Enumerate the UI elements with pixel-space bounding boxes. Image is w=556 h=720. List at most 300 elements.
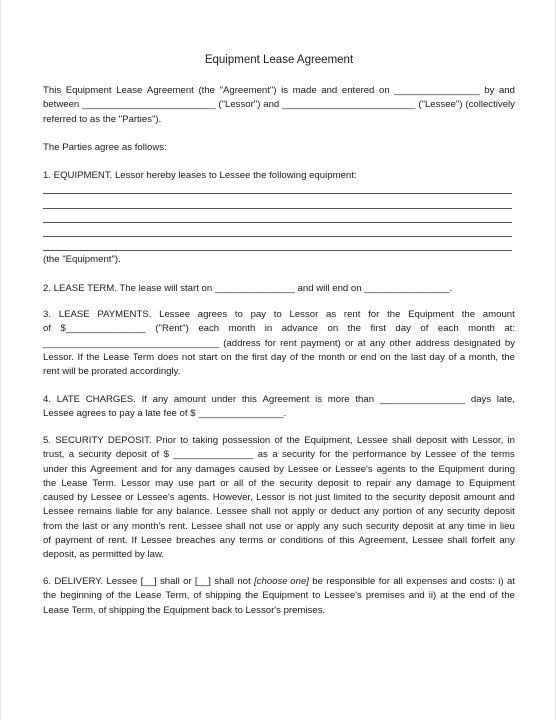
word: shall [160,576,180,587]
word: Prior [155,435,177,446]
word: referred to as the "Parties"). [43,113,162,125]
word: by [410,449,422,461]
intro-line [43,113,515,127]
word: Lessee [90,492,122,504]
word: $_______________ [60,323,146,335]
word: agrees [197,309,228,320]
word: ("Rent") [155,323,189,335]
word: taking [192,435,219,446]
word: any [176,463,192,475]
word: rent. [108,535,128,547]
word: than [355,394,375,405]
word: amount [173,394,206,405]
word: portion [382,506,413,518]
word: from [43,520,63,532]
word: by [504,337,515,349]
deposit-line [43,434,515,448]
deposit-line [43,534,515,548]
word: (the [198,85,215,96]
word: or [100,520,110,532]
equipment-blank-line[interactable] [43,250,512,251]
word: Equipment [65,85,112,96]
payments-line [43,365,515,379]
word: rent. [168,520,188,532]
word: use [265,520,282,532]
word: not [249,520,263,532]
word: Term [132,351,155,363]
word: and [408,590,425,602]
word: CHARGES. [85,394,136,405]
word: by [77,492,88,504]
word: security [365,520,399,532]
word: deposit [415,435,447,446]
word: on [220,351,232,363]
word: for [264,337,276,349]
word: deposit [317,477,349,489]
word: LEASE [58,309,90,320]
equipment-blank-line[interactable] [43,236,512,237]
word: security [281,449,315,461]
word: of [415,506,424,518]
word: of [289,351,298,363]
word: use [178,477,194,489]
word: performance [352,449,407,461]
word: on [379,351,391,363]
equipment-blank-line[interactable] [43,193,512,194]
word: at [440,590,449,602]
word: any [152,394,169,405]
word: of [96,535,105,547]
word: Lessee's [136,492,175,504]
word: costs: [469,576,495,587]
word: to [456,477,465,489]
word: shall [251,506,271,518]
word: 5. [43,435,52,446]
word: DEPOSIT. [107,435,152,446]
word: _________________________ [282,99,416,111]
word: the [65,520,80,532]
word: is [315,394,323,405]
word: the [394,351,408,363]
word: not [181,351,196,363]
word: [__] [140,576,157,587]
word: any [363,506,379,518]
word: under [211,394,237,405]
word: at: [504,323,515,335]
word: month, [468,351,499,363]
word: damages [195,463,236,475]
word: any [156,506,173,518]
word: and [263,99,280,111]
word: a [459,351,466,363]
word: address [415,337,450,349]
word: security [279,477,313,489]
word: and [141,463,158,475]
word: the [452,590,466,602]
intro-line [43,98,515,112]
word: of [43,535,52,547]
word: part [198,477,216,489]
word: month's [131,520,166,532]
delivery-line [43,604,515,618]
word: day [429,351,445,363]
word: This [43,85,62,96]
word: the [347,323,361,335]
word: month [228,323,256,335]
word: any [112,520,129,532]
agree-statement: The Parties agree as follows: [43,142,167,153]
word: deposit [115,449,147,461]
intro-paragraph [43,84,515,127]
word: Equipment [438,463,485,475]
delivery-line [43,589,515,603]
word: apply [296,520,320,532]
word: forfeit [471,535,496,547]
word: Agreement [262,394,310,405]
word: 4. [43,394,52,405]
word: Lessee [425,449,457,461]
word: If [131,535,137,547]
word: shall [447,535,468,547]
section-2-lease-term: 2. LEASE TERM. The lease will start on _______________ and will end on ________________. [43,283,453,294]
word: rent [280,337,297,349]
word: ("Lessee") [418,99,463,111]
deposit-line [43,520,515,534]
word: the [473,449,487,461]
word: in [507,435,515,446]
word: more [327,394,350,405]
word: amount [482,309,515,320]
word: end [469,590,486,602]
word: Agreement, [358,535,409,547]
word: time [467,520,486,532]
equipment-closing: (the "Equipment"). [43,254,121,265]
word: apply [291,506,315,518]
deposit-line [43,491,515,505]
word: last [82,520,98,532]
word: and [498,492,515,504]
word: DELIVERY. [54,576,104,587]
section-5-security-deposit [43,434,515,563]
word: Lessee [106,576,138,587]
word: for [368,309,380,320]
word: _______________ [173,449,254,461]
word: PAYMENTS. [97,309,152,320]
word: any [369,337,386,349]
word: other [389,337,412,349]
word: Lessor, [472,435,504,446]
word: a [68,449,75,461]
word: first [251,351,268,363]
word: with [451,435,469,446]
word: Lease [116,85,143,96]
word: the [334,449,349,461]
word: the [43,477,57,489]
word: [__] [194,576,211,587]
word: any [395,477,412,489]
word: not [274,506,288,518]
word: to [409,463,418,475]
word: of [151,449,160,461]
payments-line [43,308,515,322]
word: end [360,351,377,363]
payments-line [43,337,515,351]
word: of [248,477,257,489]
word: in [264,323,273,335]
word: advance [281,323,318,335]
word: day [270,351,287,363]
word: of [420,323,429,335]
word: days [470,394,492,405]
document-title: Equipment Lease Agreement [204,54,354,66]
word: or [344,337,354,349]
word: (address [223,337,261,349]
word: of [327,535,336,547]
word: under [43,463,68,475]
word: If [141,394,147,405]
word: Lessee [191,520,223,532]
word: of [460,449,469,461]
delivery-line [43,575,515,589]
word: of [43,323,52,335]
deposit-line [43,448,515,462]
word: to [273,309,282,320]
word: start [198,351,218,363]
word: shall [225,520,246,532]
word: month [318,351,345,363]
word: as [326,309,337,320]
word: late, [496,394,515,405]
word: each [437,323,459,335]
equipment-blank-line[interactable] [43,222,512,223]
word: designated [453,337,501,349]
word: day [395,323,411,335]
word: amount [463,492,496,504]
word: "Agreement") [219,85,277,96]
word: Lease [103,351,130,363]
word: between [43,99,80,111]
word: or [183,576,192,587]
payments-line [43,322,515,336]
word: breaches [176,535,216,547]
word: Lessor [289,309,319,320]
word: trust, [43,449,65,461]
word: Agreement [90,463,138,475]
word: any [499,535,515,547]
word: Agreement [146,85,194,96]
word: deposit [483,506,515,518]
section-3-lease-payments [43,308,515,379]
word: and [321,85,338,96]
word: last [410,351,426,363]
word: the [301,351,315,363]
word: of [489,590,498,602]
word: limited [333,492,362,504]
word: remains [77,506,112,518]
word: 6. [43,576,52,587]
word: terms [239,535,264,547]
word: to [364,492,373,504]
word: LATE [56,394,81,405]
word: premises [365,590,405,602]
word: Term. [92,477,117,489]
word: the [501,590,515,602]
word: is [288,492,296,504]
word: Lessee [356,435,388,446]
word: Equipment, [304,435,353,446]
word: does [157,351,179,363]
word: for [161,463,173,475]
word: terms [490,449,515,461]
word: ________________ [394,85,480,96]
word: as [257,449,268,461]
word: the [117,590,132,602]
word: Lessee's [335,463,373,475]
word: or [220,477,229,489]
word: shall [392,435,412,446]
section-1-equipment: 1. EQUIPMENT. Lessor hereby leases to Lessee the following equipment: [43,170,357,181]
word: not [298,492,312,504]
section-4-late-charges [43,393,515,422]
word: $ [163,449,169,461]
word: security [392,492,426,504]
word: of [193,590,202,602]
word: agents. [177,492,210,504]
word: by [273,463,284,475]
word: all [233,477,244,489]
word: rent [343,309,361,320]
section-6-delivery [43,575,515,618]
word: security [78,449,112,461]
word: to [312,590,321,602]
word: ________________ [379,394,466,405]
word: Equipment [469,477,515,489]
word: lieu [499,520,515,532]
word: this [241,394,257,405]
word: Lessee's [324,590,362,602]
intro-line [43,84,515,98]
word: expenses [406,576,448,587]
word: pay [250,309,267,320]
word: on [327,323,339,335]
word: on [379,85,390,96]
word: the [245,590,259,602]
word: may [155,477,174,489]
word: deposit, as permitted by law. [43,549,165,561]
word: any [323,520,339,532]
word: this [71,463,87,475]
deposit-line [43,463,515,477]
word: or [284,520,294,532]
word: be [312,576,323,587]
word: to [180,435,189,446]
word: liable [115,506,139,518]
late-charges-line [43,393,515,407]
word: balance. [176,506,213,518]
word: month [468,323,495,335]
word: Lessee [287,463,319,475]
word: shall [214,576,234,587]
word: and [498,85,515,96]
word: all [393,576,403,587]
word: Lessee [141,535,172,547]
word: is [281,85,289,96]
word: the [461,309,476,320]
equipment-blank-line[interactable] [43,208,512,209]
word: for [378,576,390,587]
word: just [315,492,331,504]
word: or [318,506,328,518]
word: Equipment [262,590,309,602]
word: security [447,506,481,518]
word: payment) [300,337,341,349]
word: Equipment [408,309,454,320]
word: deposit [429,492,461,504]
word: Term, [165,590,190,602]
word: Lessor [256,492,285,504]
word: or [125,492,134,504]
word: not [237,576,251,587]
deposit-line [43,548,515,562]
word: at [506,576,515,587]
word: each [198,323,220,335]
word: for [141,506,154,518]
word: responsible [326,576,376,587]
deposit-line [43,505,515,519]
word: Lessee [216,506,248,518]
word: any [427,506,444,518]
word: Lease Term, of shipping the Equipment back to Lessor's premises. [43,604,326,616]
word: the [286,435,300,446]
word: of [274,435,283,446]
word: entered [341,85,375,96]
word: deposit [402,520,434,532]
deposit-line [43,477,515,491]
word: Lessee agrees to pay a late fee of $ ________________. [43,408,287,420]
payments-line [43,351,515,365]
choose-one-note: [choose one] [254,576,309,587]
word: _________________________________ [43,337,220,349]
word: _________________________ [82,99,216,111]
word: Lessee [412,535,444,547]
word: ("Lessor") [218,99,261,111]
word: ii) [428,590,437,602]
word: If [77,351,83,363]
word: of [448,351,457,363]
word: conditions [280,535,324,547]
word: Lessee [43,506,74,518]
word: during [488,463,515,475]
word: payment [55,535,92,547]
word: made [292,85,317,96]
word: shipping [205,590,242,602]
word: of [105,590,114,602]
word: repair [366,477,392,489]
word: such [342,520,363,532]
word: SECURITY [55,435,104,446]
word: beginning [60,590,102,602]
word: the [387,309,401,320]
word: and [450,576,467,587]
word: the [86,351,100,363]
word: first [370,323,386,335]
word: or [267,535,276,547]
word: or [322,463,332,475]
word: Lessee [159,309,191,320]
word: to [234,309,243,320]
word: a [272,449,278,461]
word: any [219,535,236,547]
